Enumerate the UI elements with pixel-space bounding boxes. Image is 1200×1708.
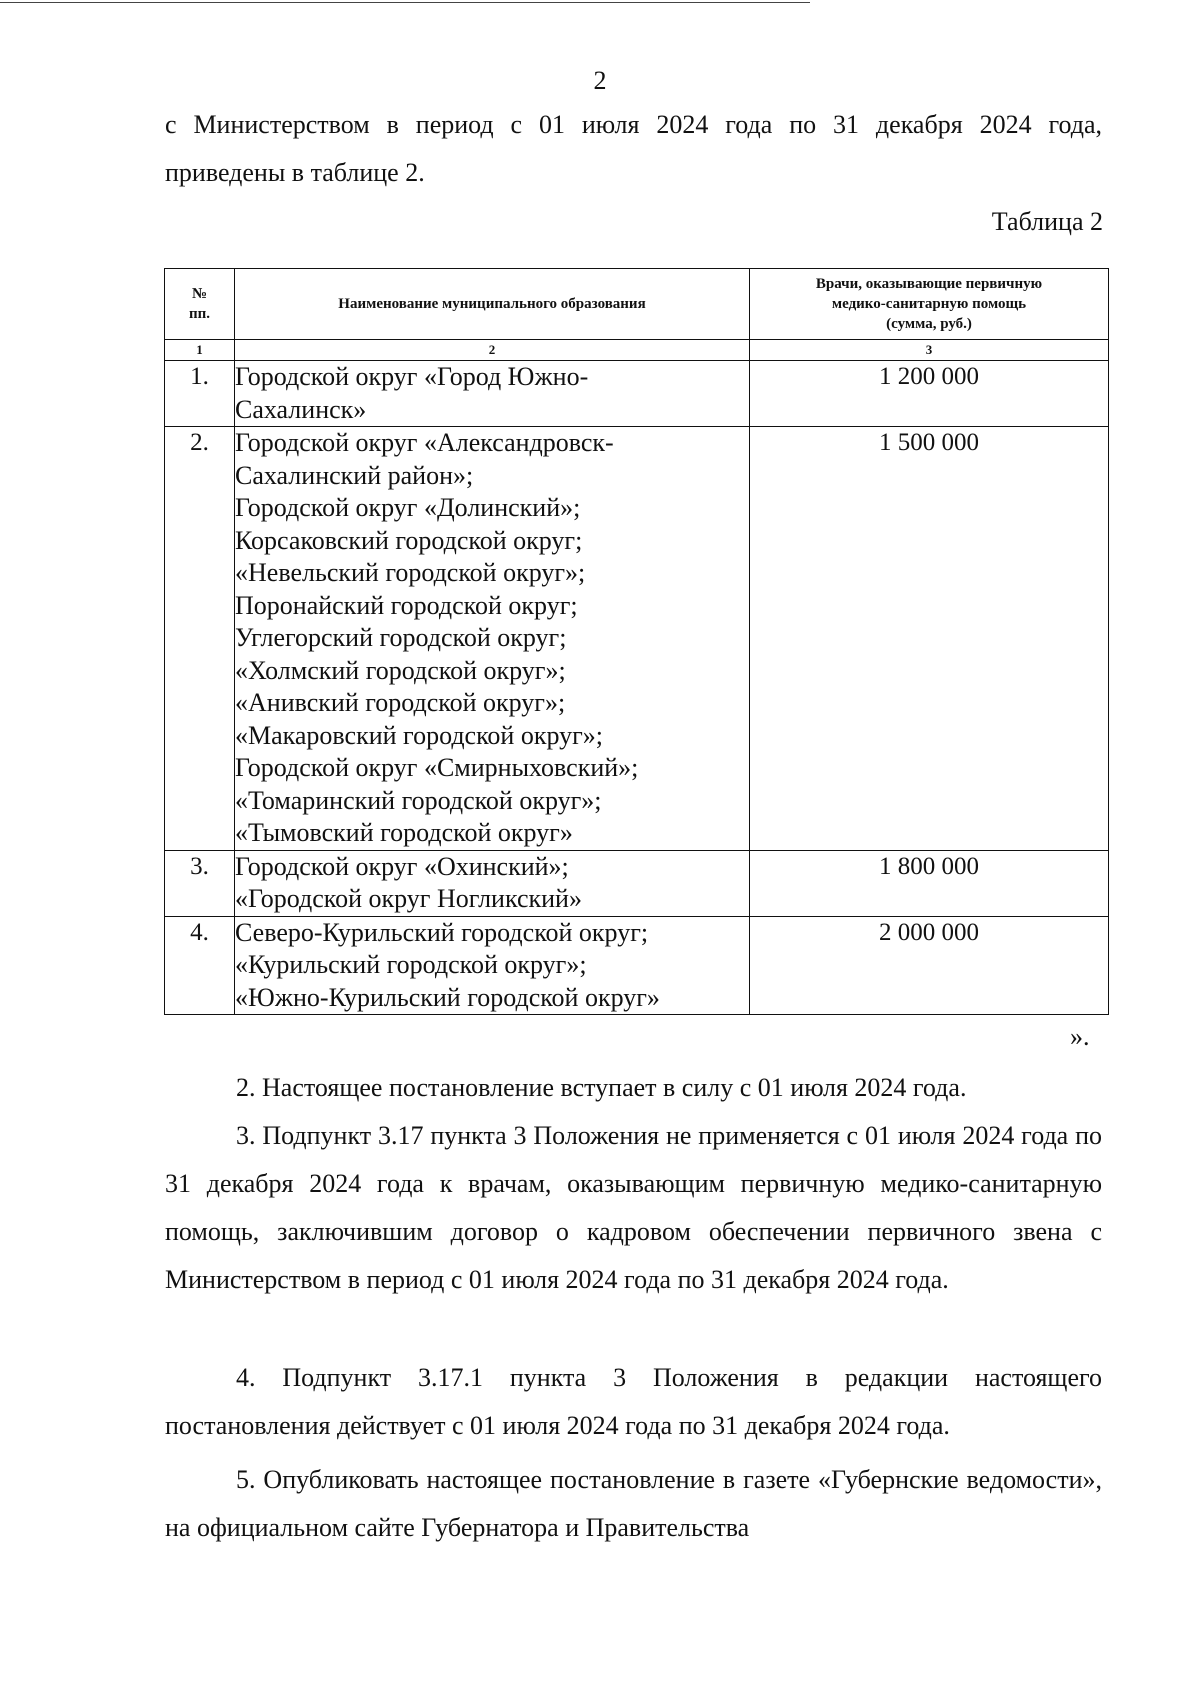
page-number: 2	[593, 66, 607, 95]
payment-amount: 2 000 000	[750, 916, 1109, 1015]
municipality-line: Корсаковский городской округ;	[235, 525, 583, 555]
closing-quote: ».	[1070, 1022, 1090, 1051]
column-number: 2	[235, 340, 750, 361]
municipality-line: «Курильский городской округ»;	[235, 950, 587, 979]
header-amount-line: (сумма, руб.)	[886, 316, 972, 332]
municipality-line: Углегорский городской округ;	[235, 623, 567, 652]
municipality-line: «Городской округ Ногликский»	[235, 884, 582, 913]
header-num	[165, 269, 235, 340]
paragraph-4: 4. Подпункт 3.17.1 пункта 3 Положения в редакции настоящего постановления действует с 01 июля 2024 года по 31 декабря 2024 года.	[165, 1363, 1102, 1440]
header-num-line: пп.	[188, 306, 211, 322]
row-number: 2.	[165, 427, 235, 851]
municipality-line: Городской округ «Город Южно-	[235, 362, 589, 391]
header-num-line: №	[191, 286, 208, 302]
page-top-rule	[0, 2, 810, 3]
municipality-line: Поронайский городской округ;	[235, 590, 578, 620]
header-amount-line: медико-санитарную помощь	[831, 296, 1027, 312]
paragraph-2: 2. Настоящее постановление вступает в силу с 01 июля 2024 года.	[236, 1073, 967, 1102]
column-number: 3	[750, 340, 1109, 361]
row-number: 3.	[165, 850, 235, 916]
municipality-name	[235, 361, 750, 427]
table-row	[165, 916, 1109, 1015]
municipality-line: «Тымовский городской округ»	[235, 818, 573, 847]
column-number-row	[165, 340, 1109, 361]
municipality-line: Городской округ «Долинский»;	[235, 493, 581, 522]
municipality-line: «Томаринский городской округ»;	[235, 785, 602, 815]
table-row	[165, 850, 1109, 916]
municipality-line: «Южно-Курильский городской округ»	[235, 982, 660, 1012]
payment-amount: 1 800 000	[750, 850, 1109, 916]
municipality-name	[235, 916, 750, 1015]
municipality-line: Северо-Курильский городской округ;	[235, 917, 649, 947]
header-amount	[750, 269, 1109, 340]
paragraph-5: 5. Опубликовать настоящее постановление в газете «Губернские ведомости», на официальном сайте Губернатора и Правительства	[165, 1465, 1102, 1542]
header-amount-line: Врачи, оказывающие первичную	[815, 276, 1043, 292]
municipality-line: Сахалинский район»;	[235, 460, 474, 490]
payment-amount: 1 200 000	[750, 361, 1109, 427]
table-row	[165, 427, 1109, 851]
municipality-line: Сахалинск»	[235, 394, 367, 424]
municipality-name	[235, 427, 750, 851]
paragraph-3: 3. Подпункт 3.17 пункта 3 Положения не применяется с 01 июля 2024 года по 31 декабря 2024 года к врачам, оказывающим первичную медико-санитарную помощь, заключившим договор о кадровом обеспечении первичного звена с Министерством в период с 01 июля 2024 года по 31 декабря 2024 года.	[165, 1121, 1102, 1294]
row-number: 4.	[165, 916, 235, 1015]
municipality-line: «Невельский городской округ»;	[235, 558, 586, 587]
municipality-line: Городской округ «Александровск-	[235, 428, 614, 457]
municipality-line: «Холмский городской округ»;	[235, 655, 566, 685]
table-row	[165, 361, 1109, 427]
column-number: 1	[165, 340, 235, 361]
table-caption: Таблица 2	[991, 207, 1103, 236]
municipal-payments-table	[164, 268, 1109, 1015]
header-name: Наименование муниципального образования	[235, 269, 750, 340]
intro-line-1: с Министерством в период с 01 июля 2024 года по 31 декабря 2024 года,	[165, 110, 1102, 139]
row-number: 1.	[165, 361, 235, 427]
municipality-line: «Макаровский городской округ»;	[235, 720, 603, 750]
municipality-line: Городской округ «Смирныховский»;	[235, 753, 639, 782]
municipality-line: Городской округ «Охинский»;	[235, 851, 569, 881]
municipality-name	[235, 850, 750, 916]
payment-amount: 1 500 000	[750, 427, 1109, 851]
municipality-line: «Анивский городской округ»;	[235, 688, 566, 717]
table-header-row	[165, 269, 1109, 340]
intro-line-2: приведены в таблице 2.	[165, 158, 425, 187]
